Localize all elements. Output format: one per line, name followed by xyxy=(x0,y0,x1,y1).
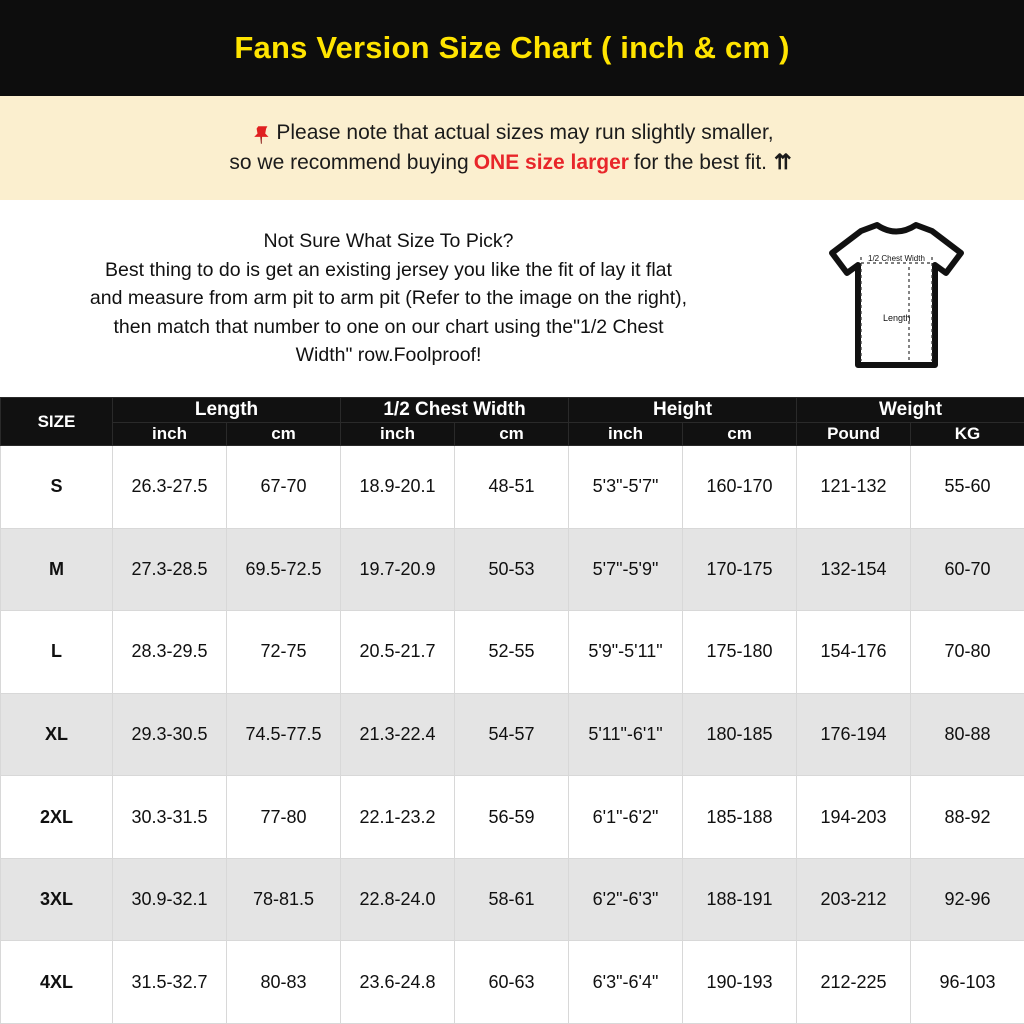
tshirt-diagram xyxy=(769,221,1024,376)
cell-value: 77-80 xyxy=(227,776,341,859)
header-weight: Weight xyxy=(797,398,1024,423)
cell-value: 74.5-77.5 xyxy=(227,693,341,776)
cell-value: 194-203 xyxy=(797,776,911,859)
table-row xyxy=(1,941,1024,1024)
help-line-2: Best thing to do is get an existing jersey you like the fit of lay it flat xyxy=(105,258,672,281)
cell-size: L xyxy=(1,611,113,694)
cell-value: 132-154 xyxy=(797,528,911,611)
header-unit-height-cm: cm xyxy=(683,423,797,446)
cell-value: 19.7-20.9 xyxy=(341,528,455,611)
header-unit-weight-pound: Pound xyxy=(797,423,911,446)
table-head xyxy=(1,398,1024,446)
table-row xyxy=(1,611,1024,694)
header-unit-length-cm: cm xyxy=(227,423,341,446)
length-label: Length xyxy=(883,313,911,323)
cell-value: 121-132 xyxy=(797,446,911,529)
cell-value: 28.3-29.5 xyxy=(113,611,227,694)
cell-value: 80-83 xyxy=(227,941,341,1024)
cell-value: 21.3-22.4 xyxy=(341,693,455,776)
cell-value: 29.3-30.5 xyxy=(113,693,227,776)
help-line-5: Width" row.Foolproof! xyxy=(295,344,482,367)
cell-value: 6'1"-6'2" xyxy=(569,776,683,859)
title-banner xyxy=(0,0,1024,96)
cell-value: 5'3"-5'7" xyxy=(569,446,683,529)
cell-value: 80-88 xyxy=(911,693,1024,776)
header-unit-chest-cm: cm xyxy=(455,423,569,446)
cell-value: 175-180 xyxy=(683,611,797,694)
cell-value: 185-188 xyxy=(683,776,797,859)
cell-value: 30.9-32.1 xyxy=(113,858,227,941)
cell-value: 60-70 xyxy=(911,528,1024,611)
help-text-block xyxy=(0,227,769,370)
cell-value: 58-61 xyxy=(455,858,569,941)
note-text-1: Please note that actual sizes may run slightly smaller, xyxy=(276,120,774,144)
cell-value: 154-176 xyxy=(797,611,911,694)
cell-value: 26.3-27.5 xyxy=(113,446,227,529)
cell-value: 50-53 xyxy=(455,528,569,611)
table-body xyxy=(1,446,1024,1024)
cell-value: 78-81.5 xyxy=(227,858,341,941)
table-row xyxy=(1,693,1024,776)
cell-value: 5'11"-6'1" xyxy=(569,693,683,776)
cell-value: 18.9-20.1 xyxy=(341,446,455,529)
cell-value: 88-92 xyxy=(911,776,1024,859)
cell-value: 188-191 xyxy=(683,858,797,941)
header-length: Length xyxy=(113,398,341,423)
header-unit-weight-kg: KG xyxy=(911,423,1024,446)
header-unit-length-inch: inch xyxy=(113,423,227,446)
cell-value: 5'9"-5'11" xyxy=(569,611,683,694)
cell-value: 190-193 xyxy=(683,941,797,1024)
cell-value: 96-103 xyxy=(911,941,1024,1024)
cell-value: 70-80 xyxy=(911,611,1024,694)
cell-value: 6'3"-6'4" xyxy=(569,941,683,1024)
help-line-1: Not Sure What Size To Pick? xyxy=(263,229,514,252)
cell-value: 56-59 xyxy=(455,776,569,859)
table-row xyxy=(1,858,1024,941)
table-row xyxy=(1,528,1024,611)
cell-value: 20.5-21.7 xyxy=(341,611,455,694)
note-line-2 xyxy=(229,148,794,178)
note-text-2b: for the best fit. xyxy=(633,151,767,174)
note-banner xyxy=(0,96,1024,202)
cell-size: 2XL xyxy=(1,776,113,859)
cell-value: 60-63 xyxy=(455,941,569,1024)
chest-width-label: 1/2 Chest Width xyxy=(868,254,925,263)
note-line-1 xyxy=(250,118,773,148)
size-table xyxy=(0,397,1024,1024)
cell-value: 52-55 xyxy=(455,611,569,694)
cell-value: 22.8-24.0 xyxy=(341,858,455,941)
cell-value: 27.3-28.5 xyxy=(113,528,227,611)
table-row xyxy=(1,776,1024,859)
cell-value: 212-225 xyxy=(797,941,911,1024)
header-height: Height xyxy=(569,398,797,423)
cell-value: 30.3-31.5 xyxy=(113,776,227,859)
cell-value: 23.6-24.8 xyxy=(341,941,455,1024)
help-section xyxy=(0,202,1024,397)
cell-value: 180-185 xyxy=(683,693,797,776)
table-unit-header-row xyxy=(1,423,1024,446)
cell-value: 92-96 xyxy=(911,858,1024,941)
cell-size: S xyxy=(1,446,113,529)
table-row xyxy=(1,446,1024,529)
header-unit-height-inch: inch xyxy=(569,423,683,446)
cell-size: M xyxy=(1,528,113,611)
page-title: Fans Version Size Chart ( inch & cm ) xyxy=(234,30,790,65)
header-unit-chest-inch: inch xyxy=(341,423,455,446)
cell-value: 72-75 xyxy=(227,611,341,694)
pushpin-icon xyxy=(250,124,272,146)
cell-size: 4XL xyxy=(1,941,113,1024)
cell-value: 31.5-32.7 xyxy=(113,941,227,1024)
cell-value: 170-175 xyxy=(683,528,797,611)
help-line-3: and measure from arm pit to arm pit (Refer to the image on the right), xyxy=(89,287,688,310)
cell-size: 3XL xyxy=(1,858,113,941)
note-text-2a: so we recommend buying xyxy=(229,151,469,174)
note-emphasis: ONE size larger xyxy=(473,151,629,174)
header-chest-width: 1/2 Chest Width xyxy=(341,398,569,423)
cell-value: 54-57 xyxy=(455,693,569,776)
help-line-4: then match that number to one on our chart using the"1/2 Chest xyxy=(113,315,664,338)
cell-value: 5'7"-5'9" xyxy=(569,528,683,611)
cell-value: 160-170 xyxy=(683,446,797,529)
cell-value: 67-70 xyxy=(227,446,341,529)
cell-value: 203-212 xyxy=(797,858,911,941)
cell-value: 6'2"-6'3" xyxy=(569,858,683,941)
cell-value: 48-51 xyxy=(455,446,569,529)
cell-value: 176-194 xyxy=(797,693,911,776)
up-arrows-icon: ⇈ xyxy=(774,151,795,174)
header-size: SIZE xyxy=(1,398,113,446)
cell-size: XL xyxy=(1,693,113,776)
cell-value: 55-60 xyxy=(911,446,1024,529)
cell-value: 22.1-23.2 xyxy=(341,776,455,859)
tshirt-measurement-icon xyxy=(809,221,984,376)
cell-value: 69.5-72.5 xyxy=(227,528,341,611)
table-group-header-row xyxy=(1,398,1024,423)
